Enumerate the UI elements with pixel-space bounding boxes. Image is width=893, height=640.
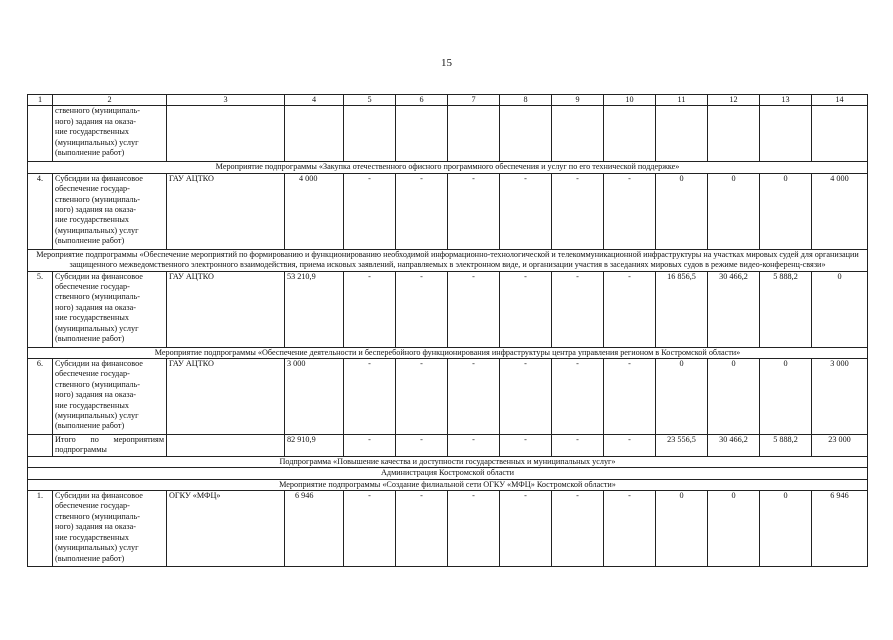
value-cell: 30 466,2 [708,271,760,347]
table-row [28,359,868,435]
header-cell: 7 [448,95,500,106]
value-cell: 30 466,2 [708,435,760,457]
value-cell: - [396,491,448,567]
section-row [28,249,868,271]
header-cell: 11 [656,95,708,106]
section-row [28,479,868,490]
value-cell: - [396,359,448,435]
value-cell: - [500,491,552,567]
value-cell: - [552,491,604,567]
section-title: Мероприятие подпрограммы «Обеспечение мероприятий по формированию и функционированию необходимой информационно-технологической и телекоммуникационной инфраструктуры на участках мировых судей для организации защищенного межведомственного электронного взаимодействия, приема исковых заявлений, направляемых в электронном виде, и организации участия в заседаниях мировых судов в режиме видео-конференц-связи» [28,249,868,271]
value-cell: 0 [760,173,812,249]
value-cell: - [448,271,500,347]
header-cell: 14 [812,95,868,106]
value-cell: 0 [708,173,760,249]
section-title: Мероприятие подпрограммы «Создание филиальной сети ОГКУ «МФЦ» Костромской области» [28,479,868,490]
value-cell: 0 [760,359,812,435]
totals-row [28,435,868,457]
row-number: 4. [28,173,53,249]
description-cell: Субсидии на финансовое обеспечение государ- ственного (муниципаль- ного) задания на оказа- ние государственных (муниципальных) услуг (выполнение работ) [53,359,167,435]
header-cell: 13 [760,95,812,106]
table-row-continuation [28,106,868,162]
total-cell: 6 946 [285,491,344,567]
page-number: 15 [441,57,452,69]
value-cell: - [500,359,552,435]
header-cell: 4 [285,95,344,106]
value-cell: 23 000 [812,435,868,457]
description-cell: Субсидии на финансовое обеспечение государ- ственного (муниципаль- ного) задания на оказа- ние государственных (муниципальных) услуг (выполнение работ) [53,271,167,347]
value-cell: - [344,359,396,435]
value-cell: - [396,173,448,249]
section-row [28,162,868,173]
value-cell: 16 856,5 [656,271,708,347]
value-cell: - [552,271,604,347]
value-cell: - [604,435,656,457]
value-cell: - [500,435,552,457]
table-row [28,491,868,567]
row-number: 1. [28,491,53,567]
section-row [28,468,868,479]
section-row [28,456,868,467]
value-cell: 6 946 [812,491,868,567]
value-cell: - [448,359,500,435]
value-cell: - [552,435,604,457]
table-row [28,173,868,249]
value-cell: - [344,173,396,249]
section-title: Мероприятие подпрограммы «Обеспечение деятельности и бесперебойного функционирования инфраструктуры центра управления регионом в Костромской области» [28,347,868,358]
section-title: Подпрограмма «Повышение качества и доступности государственных и муниципальных услуг» [28,456,868,467]
totals-label: Итого по мероприятиям подпрограммы [53,435,167,457]
section-title: Администрация Костромской области [28,468,868,479]
total-cell: 53 210,9 [285,271,344,347]
value-cell: 0 [812,271,868,347]
total-cell: 3 000 [285,359,344,435]
value-cell: 5 888,2 [760,435,812,457]
header-cell: 2 [53,95,167,106]
value-cell: 0 [656,491,708,567]
header-cell: 9 [552,95,604,106]
description-cell: Субсидии на финансовое обеспечение государ- ственного (муниципаль- ного) задания на оказа- ние государственных (муниципальных) услуг (выполнение работ) [53,491,167,567]
value-cell: 0 [708,491,760,567]
value-cell: - [448,491,500,567]
description-cell: Субсидии на финансовое обеспечение государ- ственного (муниципаль- ного) задания на оказа- ние государственных (муниципальных) услуг (выполнение работ) [53,173,167,249]
table-row [28,271,868,347]
total-cell: 82 910,9 [285,435,344,457]
value-cell: - [604,491,656,567]
header-cell: 8 [500,95,552,106]
organization-cell: ГАУ АЦТКО [167,271,285,347]
description-cell: ственного (муниципаль- ного) задания на оказа- ние государственных (муниципальных) услуг (выполнение работ) [53,106,167,162]
column-number-row [28,95,868,106]
header-cell: 5 [344,95,396,106]
value-cell: 0 [656,173,708,249]
header-cell: 12 [708,95,760,106]
organization-cell: ОГКУ «МФЦ» [167,491,285,567]
value-cell: 3 000 [812,359,868,435]
value-cell: - [500,271,552,347]
value-cell: - [552,173,604,249]
section-row [28,347,868,358]
total-cell: 4 000 [285,173,344,249]
value-cell: 0 [760,491,812,567]
organization-cell: ГАУ АЦТКО [167,359,285,435]
value-cell: - [604,173,656,249]
header-cell: 6 [396,95,448,106]
header-cell: 10 [604,95,656,106]
value-cell: - [604,271,656,347]
value-cell: - [344,491,396,567]
section-title: Мероприятие подпрограммы «Закупка отечественного офисного программного обеспечения и услуг по его технической поддержке» [28,162,868,173]
value-cell: - [448,173,500,249]
value-cell: - [396,435,448,457]
value-cell: 5 888,2 [760,271,812,347]
value-cell: 4 000 [812,173,868,249]
value-cell: - [448,435,500,457]
value-cell: 23 556,5 [656,435,708,457]
row-number: 5. [28,271,53,347]
header-cell: 1 [28,95,53,106]
header-cell: 3 [167,95,285,106]
value-cell: - [552,359,604,435]
value-cell: - [344,435,396,457]
row-number: 6. [28,359,53,435]
value-cell: 0 [656,359,708,435]
value-cell: - [500,173,552,249]
budget-table [27,94,868,567]
organization-cell: ГАУ АЦТКО [167,173,285,249]
value-cell: - [604,359,656,435]
value-cell: - [396,271,448,347]
value-cell: 0 [708,359,760,435]
value-cell: - [344,271,396,347]
